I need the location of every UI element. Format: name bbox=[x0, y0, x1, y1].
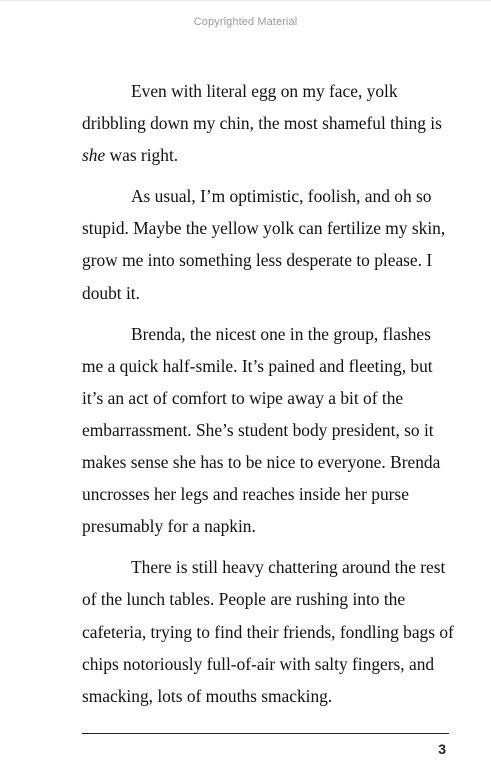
paragraph-1-text: Even with literal egg on my face, yolk dribbling down my chin, the most shameful thing is bbox=[82, 81, 442, 134]
paragraph-3-text: Brenda, the nicest one in the group, flashes me a quick half-smile. It’s pained and fleeting, but it’s an act of comfort to wipe away a bit of the embarrassment. She’s student body president, so it makes sense she has to be nice to everyone. Brenda uncrosses her legs and reaches inside her purse presumably for a napkin. bbox=[82, 323, 441, 537]
copyright-watermark: Copyrighted Material bbox=[193, 16, 298, 28]
paragraph-1-emphasis: she bbox=[82, 145, 106, 166]
paragraph-4 bbox=[82, 551, 454, 711]
paragraph-1 bbox=[82, 75, 454, 171]
paragraph-4-text: There is still heavy chattering around the rest of the lunch tables. People are rushing into the cafeteria, trying to find their friends, fondling bags of chips notoriously full-of-air with salty fingers, and smacking, lots of mouths smacking. bbox=[82, 557, 454, 706]
paragraph-1-text-end: was right. bbox=[105, 145, 179, 166]
paragraph-3 bbox=[82, 318, 454, 543]
page-number: 3 bbox=[438, 741, 446, 757]
page-top-edge bbox=[0, 0, 491, 1]
paragraph-2-text: As usual, I’m optimistic, foolish, and oh so stupid. Maybe the yellow yolk can fertilize my skin, grow me into something less desperate to please. I doubt it. bbox=[82, 186, 446, 303]
page-body-text bbox=[82, 75, 454, 712]
paragraph-2 bbox=[82, 180, 454, 308]
footer-rule bbox=[82, 733, 449, 734]
